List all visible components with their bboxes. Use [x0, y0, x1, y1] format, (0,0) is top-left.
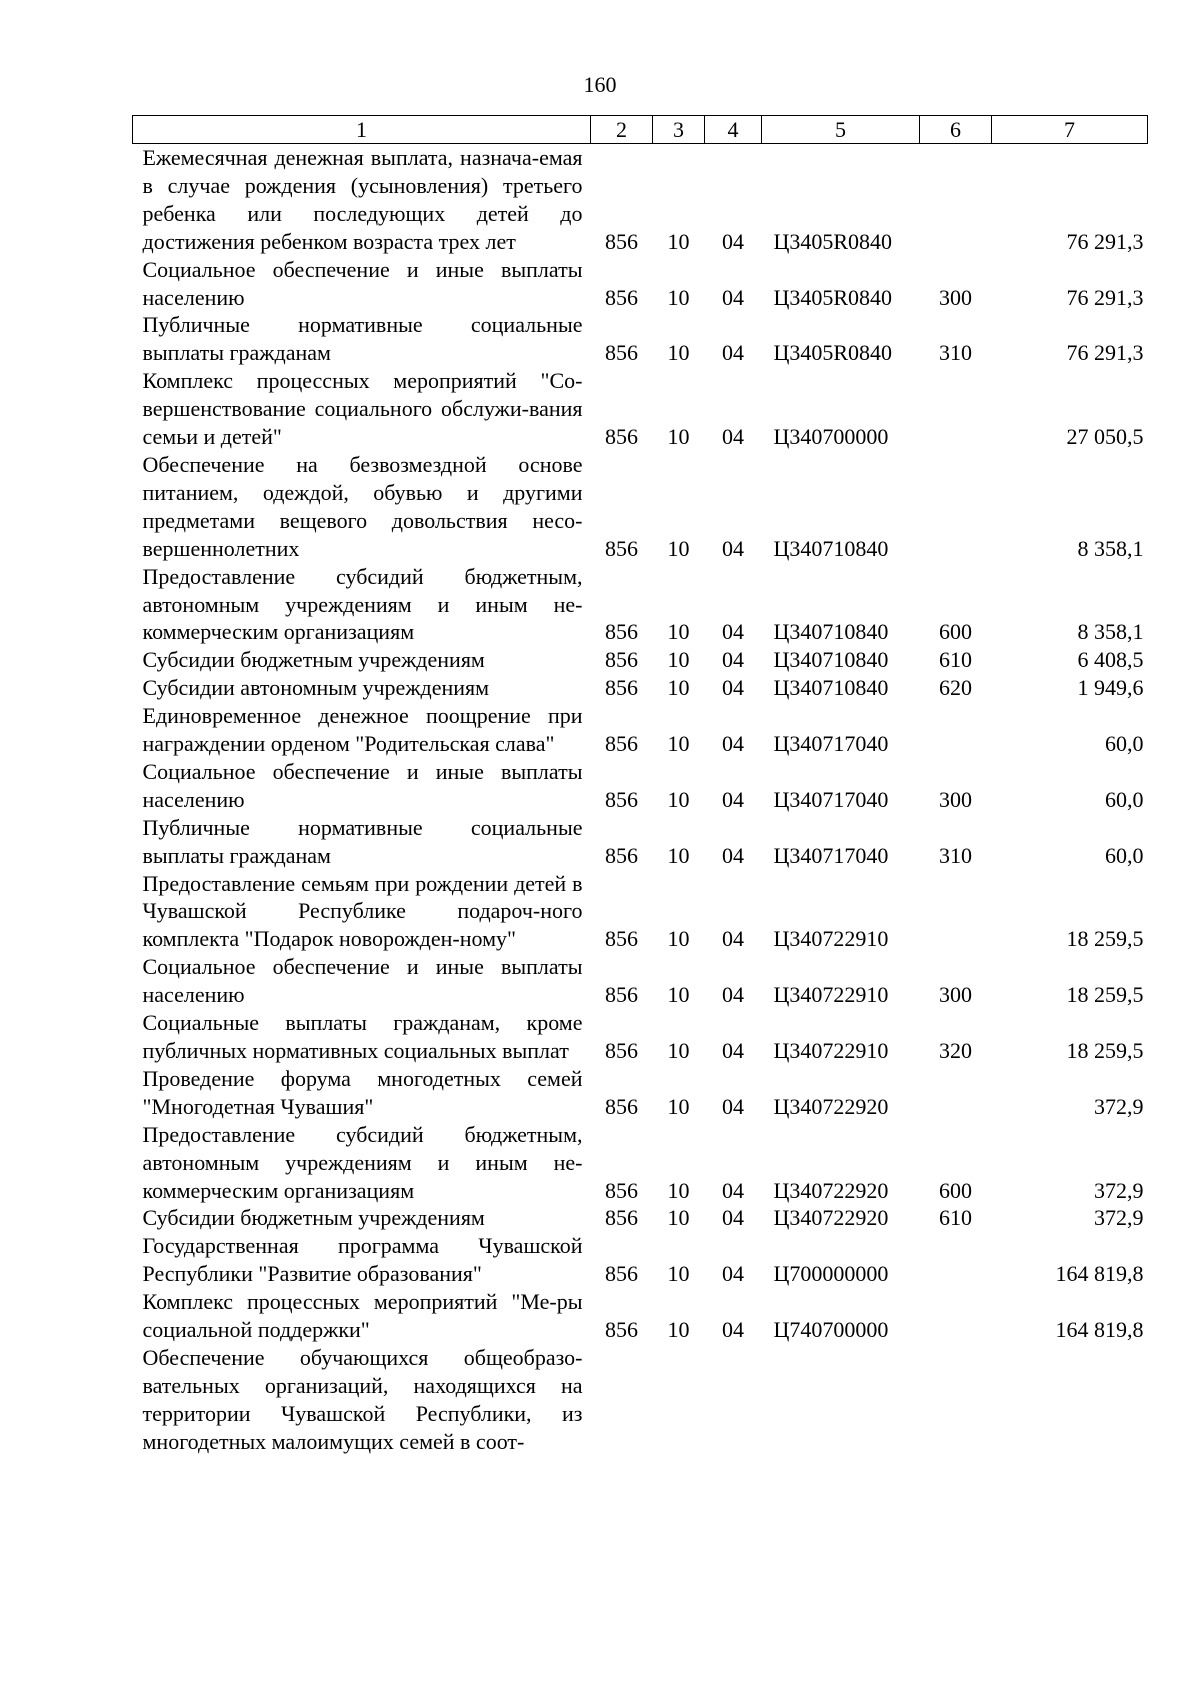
- row-subsection-code: [705, 1344, 762, 1456]
- row-section-code: 10: [667, 1038, 690, 1063]
- row-target-article: Ц3405R0840: [773, 340, 893, 366]
- row-description: Комплекс процессных мероприятий "Ме-ры социальной поддержки": [142, 1289, 583, 1343]
- row-description: Предоставление субсидий бюджетным, автономным учреждениям и иным не-коммерческим организациям: [142, 1121, 583, 1203]
- header-col-2: 2: [591, 116, 653, 144]
- table-row: [133, 1204, 1148, 1232]
- row-subsection-code: 04: [722, 1093, 744, 1119]
- row-description: Субсидии автономным учреждениям: [142, 675, 490, 701]
- row-section-code: 10: [667, 1317, 690, 1343]
- row-amount: 60,0: [1105, 842, 1144, 868]
- table-row: [133, 311, 1148, 367]
- page-number: 160: [583, 72, 617, 97]
- table-row: [133, 1232, 1148, 1288]
- row-amount: 18 259,5: [1066, 926, 1144, 952]
- row-amount: [992, 1344, 1148, 1456]
- row-amount: 76 291,3: [1066, 340, 1144, 366]
- row-section-code: 10: [667, 731, 690, 757]
- row-target-article: Ц340710840: [773, 619, 889, 645]
- row-description: Ежемесячная денежная выплата, назнача-емая в случае рождения (усыновления) третьего ребенка или последующих детей до достижения ребенком возраста трех лет: [142, 145, 583, 254]
- row-subsection-code: 04: [722, 982, 744, 1008]
- row-amount: 164 819,8: [1055, 1261, 1144, 1287]
- row-expense-type: [920, 144, 992, 256]
- row-ministry-code: 856: [605, 842, 638, 868]
- row-section-code: 10: [667, 1093, 690, 1119]
- row-ministry-code: 856: [605, 340, 638, 366]
- row-expense-type: 600: [939, 1177, 972, 1203]
- row-subsection-code: 04: [722, 1317, 744, 1343]
- row-amount: 372,9: [1094, 1093, 1144, 1119]
- row-ministry-code: 856: [605, 619, 638, 645]
- row-subsection-code: 04: [722, 619, 744, 645]
- row-description: Субсидии бюджетным учреждениям: [142, 647, 485, 673]
- row-section-code: 10: [667, 926, 690, 952]
- row-ministry-code: 856: [605, 1177, 638, 1203]
- row-description: Социальное обеспечение и иные выплаты населению: [142, 954, 583, 1008]
- table-body: [133, 144, 1148, 1456]
- table-row: [133, 1121, 1148, 1205]
- row-expense-type: 320: [939, 1038, 972, 1063]
- row-subsection-code: 04: [722, 424, 744, 450]
- row-section-code: 10: [667, 619, 690, 645]
- row-section-code: 10: [667, 982, 690, 1008]
- row-subsection-code: 04: [722, 842, 744, 868]
- row-ministry-code: 856: [605, 535, 638, 561]
- row-amount: 6 408,5: [1077, 647, 1144, 673]
- table-row: [133, 870, 1148, 954]
- row-description: Единовременное денежное поощрение при награждении орденом "Родительская слава": [142, 703, 583, 757]
- row-description: Публичные нормативные социальные выплаты гражданам: [142, 312, 583, 366]
- row-subsection-code: 04: [722, 786, 744, 812]
- header-col-7: 7: [992, 116, 1148, 144]
- row-subsection-code: 04: [722, 228, 744, 254]
- header-col-4: 4: [705, 116, 762, 144]
- row-ministry-code: 856: [605, 647, 638, 673]
- row-subsection-code: 04: [722, 1261, 744, 1287]
- row-target-article: Ц3405R0840: [773, 228, 893, 254]
- row-subsection-code: 04: [722, 284, 744, 310]
- row-ministry-code: 856: [605, 675, 638, 701]
- row-target-article: Ц3405R0840: [773, 284, 893, 310]
- row-target-article: Ц340710840: [773, 647, 889, 673]
- row-ministry-code: 856: [605, 731, 638, 757]
- table-row: [133, 702, 1148, 758]
- row-subsection-code: 04: [722, 1177, 744, 1203]
- row-target-article: Ц340717040: [773, 842, 889, 868]
- header-col-3: 3: [653, 116, 705, 144]
- row-ministry-code: 856: [605, 926, 638, 952]
- row-amount: 372,9: [1094, 1177, 1144, 1203]
- row-amount: 372,9: [1094, 1205, 1144, 1231]
- row-section-code: [653, 1344, 705, 1456]
- row-amount: 8 358,1: [1077, 535, 1144, 561]
- row-target-article: Ц340722910: [773, 982, 889, 1008]
- row-subsection-code: 04: [722, 1038, 744, 1063]
- row-expense-type: 300: [939, 982, 972, 1008]
- row-expense-type: 600: [939, 619, 972, 645]
- row-description: Проведение форума многодетных семей "Многодетная Чувашия": [142, 1065, 583, 1119]
- row-section-code: 10: [667, 842, 690, 868]
- row-target-article: Ц700000000: [773, 1261, 889, 1287]
- row-target-article: Ц340717040: [773, 786, 889, 812]
- row-expense-type: [920, 1232, 992, 1288]
- row-subsection-code: 04: [722, 340, 744, 366]
- row-section-code: 10: [667, 424, 690, 450]
- row-expense-type: 300: [939, 786, 972, 812]
- row-description: Обеспечение на безвозмездной основе питанием, одеждой, обувью и другими предметами вещевого довольствия несо-вершеннолетних: [142, 451, 583, 561]
- row-amount: 18 259,5: [1066, 1038, 1144, 1063]
- row-target-article: Ц340722920: [773, 1205, 889, 1231]
- table-row: [133, 674, 1148, 702]
- table-row: [133, 953, 1148, 1009]
- row-description: Публичные нормативные социальные выплаты гражданам: [142, 814, 583, 868]
- table-row: [133, 451, 1148, 563]
- table-row: [133, 1344, 1148, 1456]
- row-ministry-code: 856: [605, 1093, 638, 1119]
- row-target-article: Ц740700000: [773, 1317, 889, 1343]
- row-ministry-code: [591, 1344, 653, 1456]
- row-amount: 27 050,5: [1066, 424, 1144, 450]
- row-target-article: Ц340722920: [773, 1177, 889, 1203]
- table-row: [133, 144, 1148, 256]
- row-amount: 60,0: [1105, 786, 1144, 812]
- row-section-code: 10: [667, 284, 690, 310]
- row-amount: 76 291,3: [1066, 228, 1144, 254]
- row-expense-type: [920, 367, 992, 451]
- row-expense-type: [920, 451, 992, 563]
- row-target-article: Ц340717040: [773, 731, 889, 757]
- row-ministry-code: 856: [605, 982, 638, 1008]
- row-expense-type: 610: [939, 1205, 972, 1231]
- row-subsection-code: 04: [722, 731, 744, 757]
- row-section-code: 10: [667, 340, 690, 366]
- row-section-code: 10: [667, 675, 690, 701]
- header-col-5: 5: [762, 116, 920, 144]
- table-header-row: [133, 116, 1148, 144]
- row-section-code: 10: [667, 1261, 690, 1287]
- row-subsection-code: 04: [722, 675, 744, 701]
- table-row: [133, 563, 1148, 647]
- row-amount: 18 259,5: [1066, 982, 1144, 1008]
- row-ministry-code: 856: [605, 1317, 638, 1343]
- row-expense-type: 300: [939, 284, 972, 310]
- row-target-article: Ц340722910: [773, 1038, 889, 1063]
- row-ministry-code: 856: [605, 1261, 638, 1287]
- row-description: Комплекс процессных мероприятий "Со-вершенствование социального обслужи-вания семьи и детей": [142, 368, 583, 450]
- table-row: [133, 814, 1148, 870]
- row-description: Социальное обеспечение и иные выплаты населению: [142, 256, 583, 310]
- row-target-article: Ц340710840: [773, 675, 889, 701]
- table-row: [133, 367, 1148, 451]
- table-row: [133, 1288, 1148, 1344]
- row-ministry-code: 856: [605, 424, 638, 450]
- row-amount: 60,0: [1105, 731, 1144, 757]
- row-subsection-code: 04: [722, 1205, 744, 1231]
- row-expense-type: 610: [939, 647, 972, 673]
- budget-table: [132, 115, 1148, 1456]
- row-subsection-code: 04: [722, 926, 744, 952]
- row-description: Обеспечение обучающихся общеобразо-вательных организаций, находящихся на территории Чувашской Республики, из многодетных малоимущих семей в соот-: [142, 1344, 583, 1454]
- row-expense-type: [920, 870, 992, 954]
- table-row: [133, 646, 1148, 674]
- row-section-code: 10: [667, 647, 690, 673]
- row-target-article: [762, 1344, 920, 1456]
- row-expense-type: 310: [939, 842, 972, 868]
- row-amount: 8 358,1: [1077, 619, 1144, 645]
- row-expense-type: [920, 1288, 992, 1344]
- row-ministry-code: 856: [605, 284, 638, 310]
- table-row: [133, 1009, 1148, 1065]
- table-row: [133, 758, 1148, 814]
- table-row: [133, 1065, 1148, 1121]
- row-section-code: 10: [667, 535, 690, 561]
- row-expense-type: 310: [939, 340, 972, 366]
- row-section-code: 10: [667, 1205, 690, 1231]
- row-subsection-code: 04: [722, 647, 744, 673]
- row-target-article: Ц340710840: [773, 535, 889, 561]
- row-target-article: Ц340700000: [773, 424, 889, 450]
- header-col-1: 1: [133, 116, 591, 144]
- row-description: Субсидии бюджетным учреждениям: [142, 1205, 485, 1231]
- row-expense-type: 620: [939, 675, 972, 701]
- row-section-code: 10: [667, 1177, 690, 1203]
- row-ministry-code: 856: [605, 1205, 638, 1231]
- row-description: Предоставление субсидий бюджетным, автономным учреждениям и иным не-коммерческим организациям: [142, 563, 583, 645]
- row-subsection-code: 04: [722, 535, 744, 561]
- row-target-article: Ц340722910: [773, 926, 889, 952]
- row-description: Социальное обеспечение и иные выплаты населению: [142, 758, 583, 812]
- row-expense-type: [920, 1344, 992, 1456]
- row-section-code: 10: [667, 228, 690, 254]
- row-ministry-code: 856: [605, 1038, 638, 1063]
- row-description: Социальные выплаты гражданам, кроме публичных нормативных социальных выплат: [142, 1010, 583, 1063]
- row-ministry-code: 856: [605, 786, 638, 812]
- header-col-6: 6: [920, 116, 992, 144]
- row-expense-type: [920, 1065, 992, 1121]
- row-amount: 164 819,8: [1055, 1317, 1144, 1343]
- row-ministry-code: 856: [605, 228, 638, 254]
- row-expense-type: [920, 702, 992, 758]
- row-description: Предоставление семьям при рождении детей в Чувашской Республике подароч-ного комплекта "Подарок новорожден-ному": [142, 870, 583, 952]
- table-row: [133, 256, 1148, 312]
- row-description: Государственная программа Чувашской Республики "Развитие образования": [142, 1233, 583, 1287]
- row-target-article: Ц340722920: [773, 1093, 889, 1119]
- row-amount: 1 949,6: [1077, 675, 1144, 701]
- row-amount: 76 291,3: [1066, 284, 1144, 310]
- row-section-code: 10: [667, 786, 690, 812]
